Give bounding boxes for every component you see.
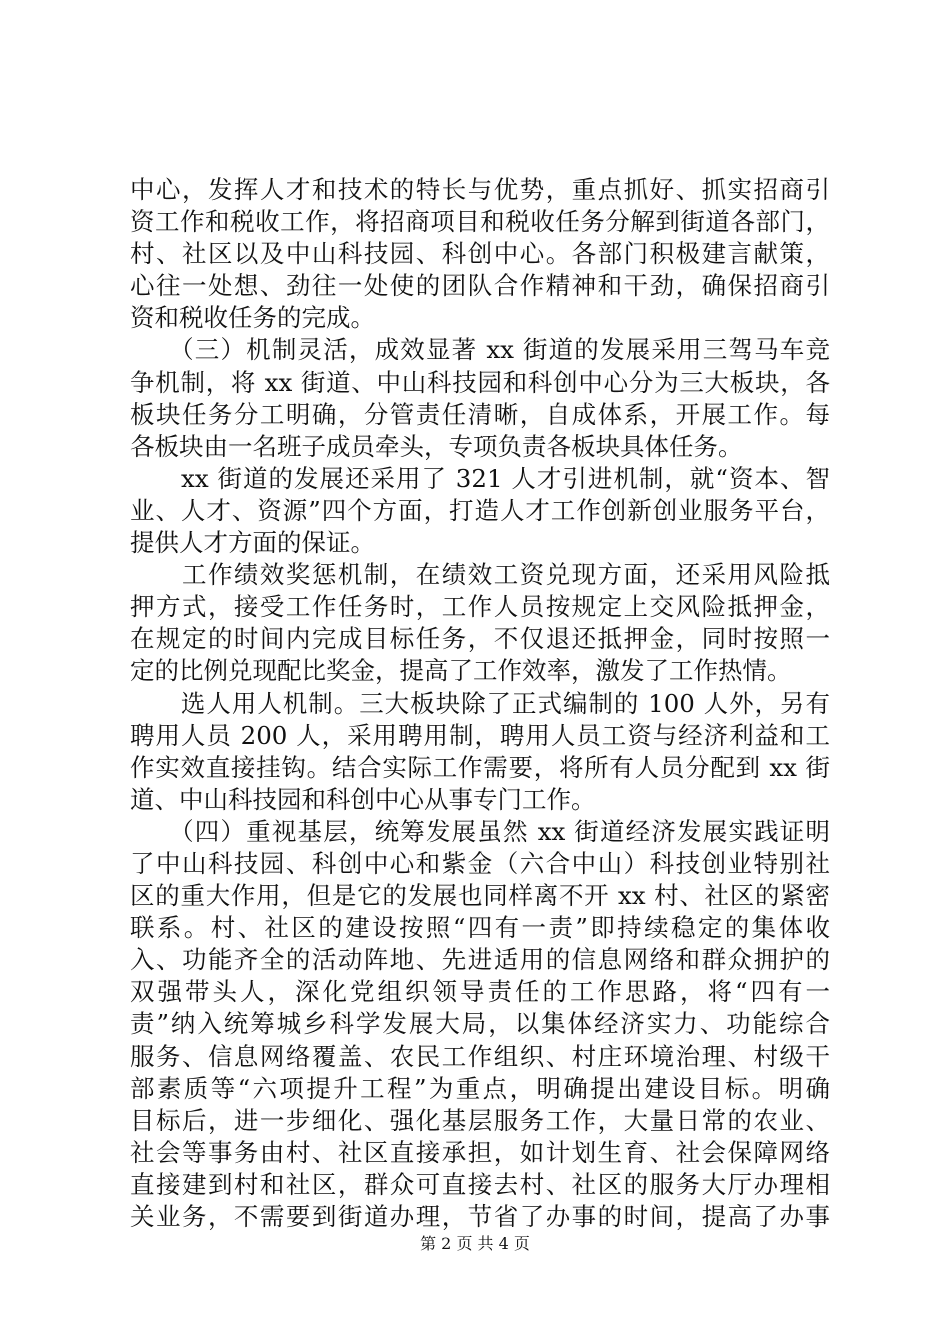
text-line: 押方式，接受工作任务时，工作人员按规定上交风险抵押金，	[130, 592, 830, 622]
text-line: 选人用人机制。三大板块除了正式编制的 100 人外，另有	[130, 688, 830, 718]
text-line: 聘用人员 200 人，采用聘用制，聘用人员工资与经济利益和工	[130, 720, 830, 750]
text-line: 目标后，进一步细化、强化基层服务工作，大量日常的农业、	[130, 1105, 830, 1135]
text-line: 工作绩效奖惩机制，在绩效工资兑现方面，还采用风险抵	[130, 560, 830, 590]
text-line: 中心，发挥人才和技术的特长与优势，重点抓好、抓实招商引	[130, 175, 830, 204]
text-line: 作实效直接挂钩。结合实际工作需要，将所有人员分配到 xx 街	[130, 752, 830, 782]
text-line: 提供人才方面的保证。	[130, 528, 375, 558]
text-line: 道、中山科技园和科创中心从事专门工作。	[130, 784, 596, 814]
text-line: 各板块由一名班子成员牵头，专项负责各板块具体任务。	[130, 431, 743, 461]
page-footer: 第 2 页 共 4 页	[420, 1234, 530, 1253]
text-line: 村、社区以及中山科技园、科创中心。各部门积极建言献策，	[130, 239, 830, 269]
text-line: 入、功能齐全的活动阵地、先进适用的信息网络和群众拥护的	[130, 945, 830, 975]
text-line: 心往一处想、劲往一处使的团队合作精神和干劲，确保招商引	[130, 271, 830, 301]
text-line: 了中山科技园、科创中心和紫金（六合中山）科技创业特别社	[130, 848, 830, 878]
text-line: 业、人才、资源”四个方面，打造人才工作创新创业服务平台，	[130, 495, 830, 525]
text-line: 联系。村、社区的建设按照“四有一责”即持续稳定的集体收	[130, 913, 830, 943]
text-line: 责”纳入统筹城乡科学发展大局，以集体经济实力、功能综合	[130, 1009, 830, 1039]
text-line: 资和税收任务的完成。	[130, 303, 375, 333]
text-line: 社会等事务由村、社区直接承担，如计划生育、社会保障网络	[130, 1137, 830, 1167]
text-line: 定的比例兑现配比奖金，提高了工作效率，激发了工作热情。	[130, 656, 792, 686]
text-line: 服务、信息网络覆盖、农民工作组织、村庄环境治理、村级干	[130, 1041, 830, 1071]
text-line: 双强带头人，深化党组织领导责任的工作思路，将“四有一	[130, 977, 830, 1007]
body-text	[130, 174, 830, 1233]
text-line: （四）重视基层，统筹发展虽然 xx 街道经济发展实践证明	[130, 816, 830, 846]
text-line: （三）机制灵活，成效显著 xx 街道的发展采用三驾马车竞	[130, 335, 830, 365]
text-line: 资工作和税收工作，将招商项目和税收任务分解到街道各部门，	[130, 207, 830, 237]
text-line: 直接建到村和社区，群众可直接去村、社区的服务大厅办理相	[130, 1169, 830, 1199]
text-line: 在规定的时间内完成目标任务，不仅退还抵押金，同时按照一	[130, 624, 830, 654]
text-line: 争机制，将 xx 街道、中山科技园和科创中心分为三大板块，各	[130, 367, 830, 397]
text-line: xx 街道的发展还采用了 321 人才引进机制，就“资本、智	[130, 463, 830, 493]
text-line: 板块任务分工明确，分管责任清晰，自成体系，开展工作。每	[130, 399, 830, 429]
text-line: 部素质等“六项提升工程”为重点，明确提出建设目标。明确	[130, 1073, 830, 1103]
text-line: 区的重大作用，但是它的发展也同样离不开 xx 村、社区的紧密	[130, 881, 830, 911]
text-line: 关业务，不需要到街道办理，节省了办事的时间，提高了办事	[130, 1202, 830, 1231]
